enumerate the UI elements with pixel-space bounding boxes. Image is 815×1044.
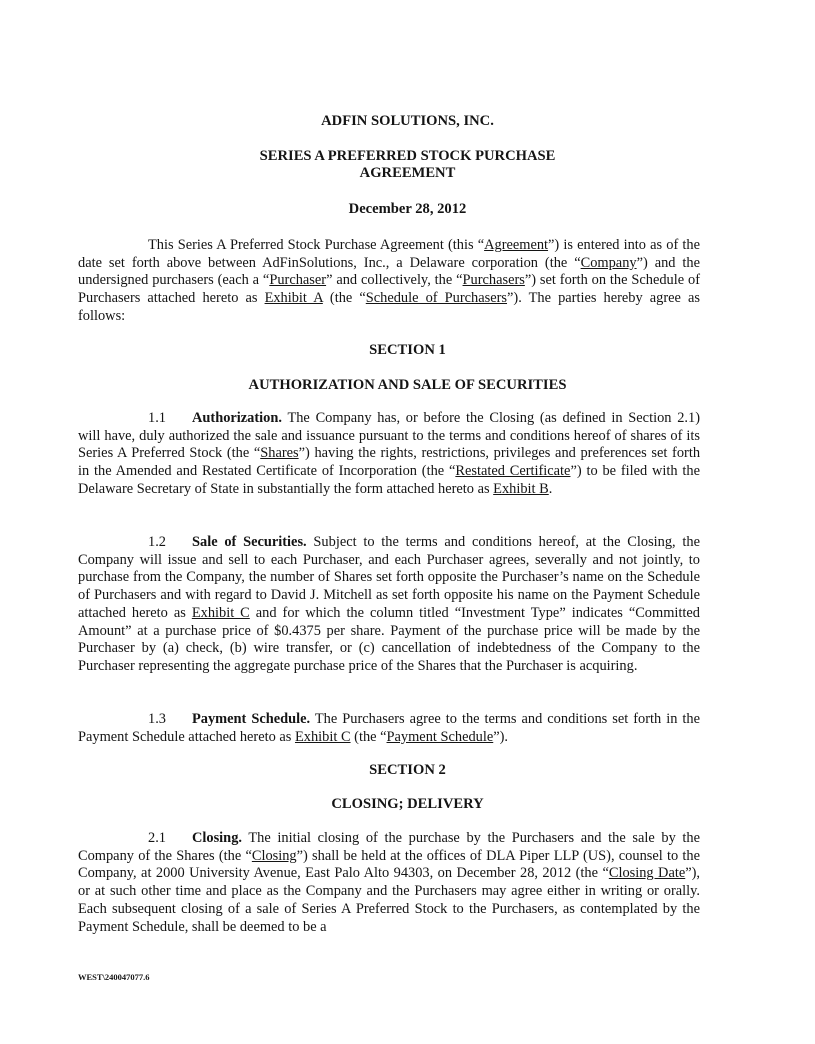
intro-text-4: ” and collectively, the “ xyxy=(326,272,463,289)
defined-term-agreement: Agreement xyxy=(484,237,549,253)
document-id-footer: WEST\240047077.6 xyxy=(78,972,150,982)
clause-text-1: The Purchasers agree to the terms and conditions set forth in the Payment Schedule attached hereto as xyxy=(78,711,700,745)
defined-term-payment-schedule: Payment Schedule xyxy=(386,728,494,745)
defined-term-shares: Shares xyxy=(260,445,299,462)
section-2-heading: SECTION 2 xyxy=(369,762,446,778)
title-line-2: AGREEMENT xyxy=(359,165,456,181)
clause-text-1: Subject to the terms and conditions hereof, at the Closing, the Company will issue and sell to each Purchaser, and each Purchaser agrees, severally and not jointly, to purchase from the Company, the number of Shares set forth opposite the Purchaser’s name on the Schedule of Purchasers and with regard to David J. Mitchell as set forth opposite his name on the Payment Schedule attached hereto as xyxy=(78,534,701,621)
clause-text-2: (the “ xyxy=(350,728,387,745)
exhibit-c-ref: Exhibit C xyxy=(294,728,351,745)
defined-term-purchasers: Purchasers xyxy=(462,272,525,289)
clause-number: 1.2 xyxy=(148,534,166,550)
defined-term-company: Company xyxy=(580,254,637,271)
clause-title: Sale of Securities. xyxy=(192,534,307,550)
clause-text-2: ”) having the rights, restrictions, privileges and preferences set forth in the Amended and Restated Certificate of Incorporation (the “ xyxy=(78,445,701,480)
clause-text-3: ”). xyxy=(493,728,509,745)
clause-title: Closing. xyxy=(192,830,242,846)
defined-term-schedule: Schedule of Purchasers xyxy=(365,290,508,307)
clause-number: 2.1 xyxy=(148,830,166,846)
intro-text-6: (the “ xyxy=(322,290,366,307)
intro-paragraph xyxy=(78,237,700,326)
clause-text-2: and for which the column titled “Investment Type” indicates “Committed Amount” at a purchase price of $0.4375 per share. Payment of the purchase price will be made by the Purchaser by (a) check, (b) wire transfer, or (c) cancellation of indebtedness of the Company to the Purchaser representing the aggregate purchase price of the Shares that the Purchaser is acquiring. xyxy=(78,604,700,674)
intro-text-7: ”). The parties hereby agree as follows: xyxy=(78,290,700,324)
clause-text-3: ”), or at such other time and place as the Company and the Purchasers may agree either in writing or orally. Each subsequent closing of a sale of Series A Preferred Stock to the Purchasers, as contemplated by the Payment Schedule, shall be deemed to be a xyxy=(78,865,701,935)
exhibit-b-ref: Exhibit B xyxy=(493,480,549,497)
defined-term-purchaser: Purchaser xyxy=(269,272,327,289)
section-1-1 xyxy=(78,410,700,499)
section-2-1 xyxy=(78,830,700,936)
intro-text-3: ”) and the undersigned purchasers (each a “ xyxy=(78,254,700,289)
section-2-subheading: CLOSING; DELIVERY xyxy=(331,796,484,812)
exhibit-a-ref: Exhibit A xyxy=(264,290,323,307)
section-1-2 xyxy=(78,534,700,676)
agreement-date: December 28, 2012 xyxy=(348,201,467,217)
defined-term-restated-certificate: Restated Certificate xyxy=(455,463,571,480)
clause-number: 1.1 xyxy=(148,410,166,426)
clause-text-4: . xyxy=(548,480,553,497)
section-1-3 xyxy=(78,711,700,746)
clause-title: Payment Schedule. xyxy=(192,711,311,727)
intro-text-1: This Series A Preferred Stock Purchase Agreement (this “ xyxy=(148,237,485,253)
title-line-1: SERIES A PREFERRED STOCK PURCHASE xyxy=(259,148,556,164)
clause-number: 1.3 xyxy=(148,711,166,727)
company-name: ADFIN SOLUTIONS, INC. xyxy=(321,113,494,129)
defined-term-closing-date: Closing Date xyxy=(608,865,686,882)
intro-text-2: ”) is entered into as of the date set forth above between AdFinSolutions, Inc., a Delaware corporation (the “ xyxy=(78,237,700,271)
clause-text-1: The initial closing of the purchase by the Purchasers and the sale by the Company of the Shares (the “ xyxy=(78,830,700,864)
clause-text-2: ”) shall be held at the offices of DLA Piper LLP (US), counsel to the Company, at 2000 University Avenue, East Palo Alto 94303, on December 28, 2012 (the “ xyxy=(78,847,700,882)
section-1-heading: SECTION 1 xyxy=(369,342,446,358)
clause-text-3: ”) to be filed with the Delaware Secretary of State in substantially the form attached hereto as xyxy=(78,463,701,497)
section-1-subheading: AUTHORIZATION AND SALE OF SECURITIES xyxy=(248,377,567,393)
exhibit-c-ref: Exhibit C xyxy=(191,604,250,621)
intro-text-5: ”) set forth on the Schedule of Purchasers attached hereto as xyxy=(78,272,701,307)
defined-term-closing: Closing xyxy=(251,847,297,864)
clause-text-1: The Company has, or before the Closing (as defined in Section 2.1) will have, duly authorized the sale and issuance pursuant to the terms and conditions hereof of shares of its Series A Preferred Stock (the “ xyxy=(78,410,700,462)
clause-title: Authorization. xyxy=(192,410,282,426)
